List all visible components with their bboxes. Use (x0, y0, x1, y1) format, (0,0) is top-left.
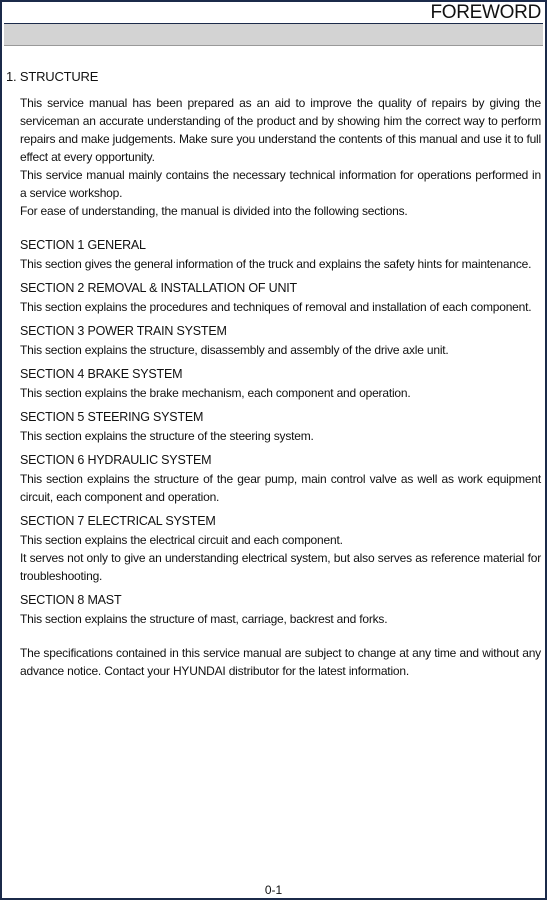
page-number: 0-1 (264, 883, 283, 897)
section-entry-6 (20, 451, 541, 506)
section-description: This section explains the structure of the steering system. (20, 429, 314, 443)
intro-paragraph: This service manual mainly contains the necessary technical information for operations performed in a service workshop. (20, 168, 541, 200)
section-title: SECTION 5 STEERING SYSTEM (20, 410, 204, 424)
intro-paragraph: This service manual has been prepared as an aid to improve the quality of repairs by giving the serviceman an accurate understanding of the product and by showing him the correct way to perform repairs and make judgements. Make sure you understand the contents of this manual and use it to full effect at every opportunity. (20, 96, 541, 164)
page-header-title: FOREWORD (430, 2, 541, 23)
section-description: This section explains the electrical circuit and each component. (20, 533, 343, 547)
section-description: This section explains the structure of the gear pump, main control valve as well as work equipment circuit, each component and operation. (20, 472, 541, 504)
section-entry-2 (20, 279, 541, 316)
header-bar (4, 24, 543, 46)
section-entry-7 (20, 512, 541, 585)
section-title: SECTION 8 MAST (20, 593, 122, 607)
section-title: SECTION 6 HYDRAULIC SYSTEM (20, 453, 212, 467)
section-description: This section explains the structure of mast, carriage, backrest and forks. (20, 612, 388, 626)
section-description: This section explains the brake mechanism, each component and operation. (20, 386, 411, 400)
section-entry-5 (20, 408, 541, 445)
section-entry-8 (20, 591, 541, 628)
intro-paragraph: For ease of understanding, the manual is divided into the following sections. (20, 204, 408, 218)
section-description: This section gives the general information of the truck and explains the safety hints for maintenance. (20, 257, 532, 271)
section-title: SECTION 3 POWER TRAIN SYSTEM (20, 324, 227, 338)
structure-heading: 1. STRUCTURE (6, 69, 99, 84)
section-title: SECTION 1 GENERAL (20, 238, 146, 252)
section-description: This section explains the structure, disassembly and assembly of the drive axle unit. (20, 343, 449, 357)
section-title: SECTION 2 REMOVAL & INSTALLATION OF UNIT (20, 281, 297, 295)
section-description: It serves not only to give an understanding electrical system, but also serves as reference material for troubleshooting. (20, 551, 541, 583)
section-entry-4 (20, 365, 541, 402)
section-entry-3 (20, 322, 541, 359)
section-entry-1 (20, 236, 541, 273)
section-title: SECTION 7 ELECTRICAL SYSTEM (20, 514, 216, 528)
page-content (6, 68, 541, 680)
section-title: SECTION 4 BRAKE SYSTEM (20, 367, 183, 381)
intro-text (20, 94, 541, 220)
section-description: This section explains the procedures and techniques of removal and installation of each component. (20, 300, 532, 314)
closing-notice: The specifications contained in this service manual are subject to change at any time and without any advance notice. Contact your HYUNDAI distributor for the latest information. (20, 646, 541, 678)
